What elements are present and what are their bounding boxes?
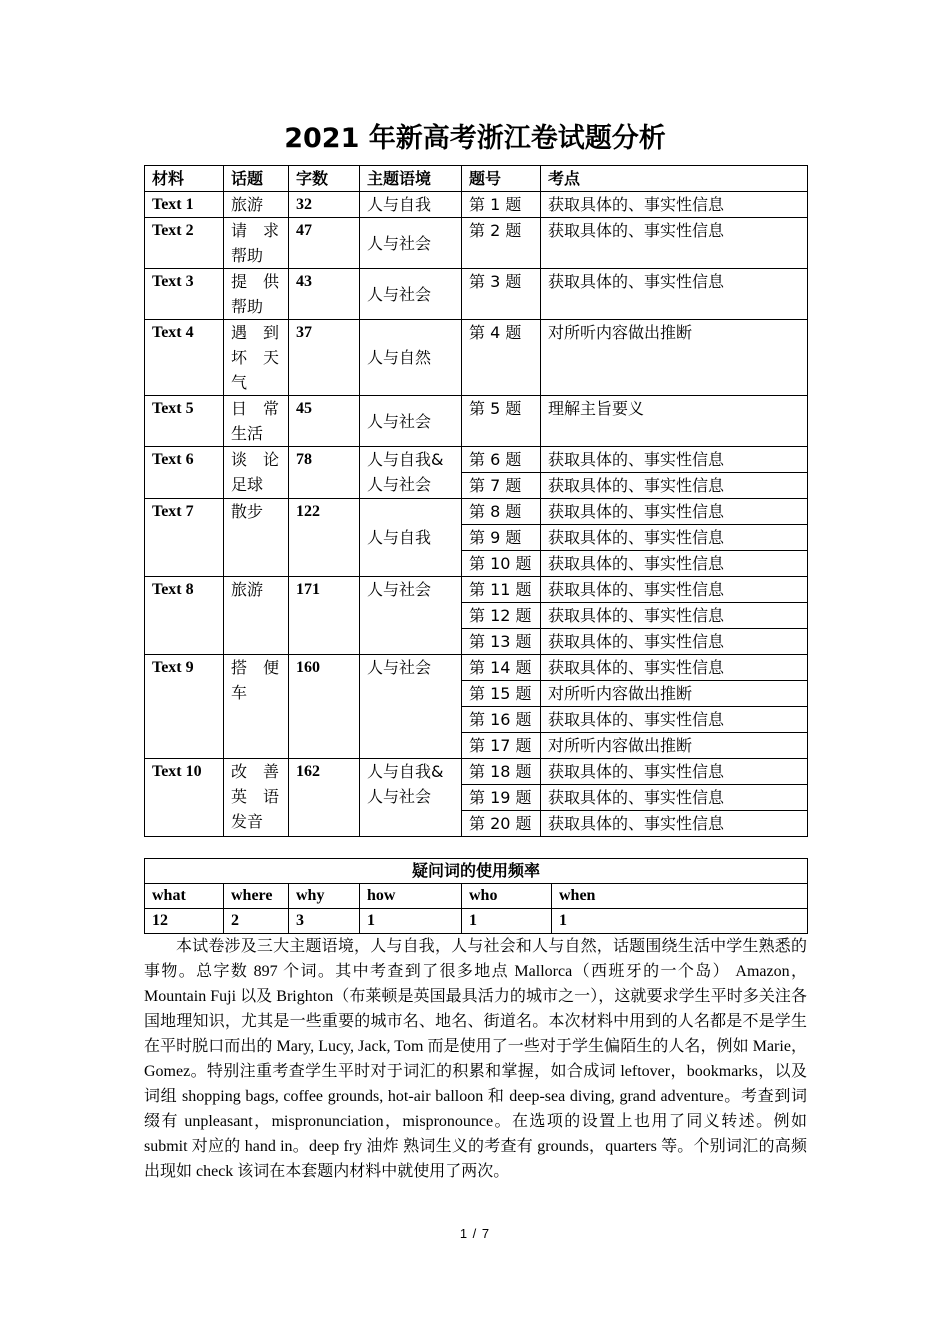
frequency-title: 疑问词的使用频率 [145,859,808,884]
material-cell: Text 1 [145,192,224,218]
question-number-cell: 第 12 题 [462,603,541,629]
test-point-cell: 对所听内容做出推断 [541,681,808,707]
question-word: why [289,884,360,909]
table-row [145,192,808,218]
table-row [145,320,808,396]
question-number-cell: 第 13 题 [462,629,541,655]
question-number-cell: 第 18 题 [462,759,541,785]
topic-line: 改 善 [231,762,280,781]
question-number-cell: 第 20 题 [462,811,541,837]
context-cell [360,396,462,447]
question-number-cell: 第 2 题 [462,218,541,269]
question-number-cell: 第 10 题 [462,551,541,577]
topic-line: 搭 便 [231,658,280,677]
page-number: 1 / 7 [459,1226,491,1241]
header-cell: 话题 [224,166,289,192]
context-line: 人与社会 [367,787,432,806]
header-cell: 字数 [289,166,360,192]
material-cell: Text 3 [145,269,224,320]
question-number-cell: 第 8 题 [462,499,541,525]
question-number-cell: 第 19 题 [462,785,541,811]
word-count-cell: 32 [289,192,360,218]
topic-cell [224,269,289,320]
context-cell [360,655,462,759]
test-point-cell: 理解主旨要义 [541,396,808,447]
header-cell: 题号 [462,166,541,192]
word-count-cell: 47 [289,218,360,269]
test-point-cell: 获取具体的、事实性信息 [541,192,808,218]
topic-line: 日 常 [231,399,280,418]
table-row [145,759,808,785]
question-number-cell: 第 7 题 [462,473,541,499]
material-cell: Text 8 [145,577,224,655]
question-word: who [462,884,552,909]
question-number-cell: 第 5 题 [462,396,541,447]
topic-cell [224,655,289,759]
question-number-cell: 第 17 题 [462,733,541,759]
header-cell: 考点 [541,166,808,192]
topic-cell [224,499,289,577]
table-row [145,655,808,681]
word-count-cell: 160 [289,655,360,759]
material-cell: Text 7 [145,499,224,577]
question-word-count: 1 [462,909,552,934]
question-word: what [145,884,224,909]
frequency-table [144,858,808,934]
word-count-cell: 122 [289,499,360,577]
header-row [145,166,808,192]
material-cell: Text 2 [145,218,224,269]
topic-line: 生活 [231,424,264,443]
word-count-cell: 171 [289,577,360,655]
material-cell: Text 10 [145,759,224,837]
frequency-words-row [145,884,808,909]
frequency-counts-row [145,909,808,934]
analysis-paragraph: 本试卷涉及三大主题语境，人与自我，人与社会和人与自然，话题围绕生活中学生熟悉的事物。总字数 897 个词。其中考查到了很多地点 Mallorca（西班牙的一个岛） Amazon，Mountain Fuji 以及 Brighton（布莱顿是英国最具活力的城市之一），这就要求学生平时多关注各国地理知识，尤其是一些重要的城市名、地名、街道名。本次材料中用到的人名都是不是学生在平时脱口而出的 Mary, Lucy, Jack, Tom 而是使用了一些对于学生偏陌生的人名，例如 Marie， Gomez。特别注重考查学生平时对于词汇的积累和掌握，如合成词 leftover，bookmarks，以及词组 shopping bags, coffee grounds, hot-air balloon 和 deep-sea diving, grand adventure。考查到词缀有 unpleasant，mispronunciation，mispronounce。在选项的设置上也用了同义转述。例如 submit 对应的 hand in。deep fry 油炸 熟词生义的考查有 grounds，quarters 等。个别词汇的高频出现如 check 该词在本套题内材料中就使用了两次。 [144,938,807,1180]
context-cell [360,320,462,396]
test-point-cell: 获取具体的、事实性信息 [541,269,808,320]
topic-line: 发音 [231,812,264,831]
question-number-cell: 第 15 题 [462,681,541,707]
context-cell [360,269,462,320]
context-cell [360,192,462,218]
context-line: 人与自然 [367,348,432,367]
context-line: 人与社会 [367,580,432,599]
topic-cell [224,447,289,499]
topic-line: 足球 [231,475,264,494]
question-word-count: 2 [224,909,289,934]
question-word-count: 1 [360,909,462,934]
header-cell: 材料 [145,166,224,192]
topic-cell [224,396,289,447]
context-line: 人与自我 [367,195,432,214]
context-line: 人与自我& [367,450,444,469]
topic-line: 气 [231,373,248,392]
header-cell: 主题语境 [360,166,462,192]
word-count-cell: 37 [289,320,360,396]
topic-line: 车 [231,683,248,702]
test-point-cell: 获取具体的、事实性信息 [541,759,808,785]
table-row [145,218,808,269]
topic-line: 旅游 [231,580,264,599]
test-point-cell: 获取具体的、事实性信息 [541,577,808,603]
context-line: 人与社会 [367,475,432,494]
test-point-cell: 获取具体的、事实性信息 [541,218,808,269]
question-word-count: 3 [289,909,360,934]
test-point-cell: 对所听内容做出推断 [541,733,808,759]
context-line: 人与社会 [367,233,432,253]
question-word: when [552,884,808,909]
analysis-table-body [145,166,808,837]
test-point-cell: 获取具体的、事实性信息 [541,655,808,681]
table-row [145,499,808,525]
table-row [145,447,808,473]
test-point-cell: 对所听内容做出推断 [541,320,808,396]
table-row [145,577,808,603]
topic-line: 坏 天 [231,348,280,367]
question-number-cell: 第 4 题 [462,320,541,396]
question-number-cell: 第 16 题 [462,707,541,733]
frequency-title-row [145,859,808,884]
topic-cell [224,192,289,218]
context-cell [360,759,462,837]
page-title: 2021 年新高考浙江卷试题分析 [284,123,666,154]
test-point-cell: 获取具体的、事实性信息 [541,499,808,525]
question-word: how [360,884,462,909]
topic-cell [224,218,289,269]
material-cell: Text 4 [145,320,224,396]
context-line: 人与社会 [367,284,432,304]
context-line: 人与社会 [367,411,432,431]
topic-cell [224,320,289,396]
topic-line: 帮助 [231,246,264,265]
question-number-cell: 第 14 题 [462,655,541,681]
test-point-cell: 获取具体的、事实性信息 [541,811,808,837]
question-number-cell: 第 9 题 [462,525,541,551]
word-count-cell: 43 [289,269,360,320]
word-count-cell: 162 [289,759,360,837]
context-cell [360,499,462,577]
topic-line: 散步 [231,502,264,521]
topic-line: 帮助 [231,297,264,316]
context-cell [360,218,462,269]
test-point-cell: 获取具体的、事实性信息 [541,473,808,499]
word-count-cell: 45 [289,396,360,447]
test-point-cell: 获取具体的、事实性信息 [541,447,808,473]
topic-line: 提 供 [231,272,280,291]
test-point-cell: 获取具体的、事实性信息 [541,629,808,655]
topic-cell [224,759,289,837]
question-number-cell: 第 11 题 [462,577,541,603]
table-row [145,396,808,447]
question-word-count: 12 [145,909,224,934]
topic-line: 谈 论 [231,450,280,469]
context-line: 人与自我 [367,528,432,547]
topic-line: 遇 到 [231,323,280,342]
test-point-cell: 获取具体的、事实性信息 [541,551,808,577]
topic-cell [224,577,289,655]
material-cell: Text 5 [145,396,224,447]
context-line: 人与社会 [367,658,432,677]
question-number-cell: 第 6 题 [462,447,541,473]
test-point-cell: 获取具体的、事实性信息 [541,525,808,551]
analysis-table [144,165,808,837]
word-count-cell: 78 [289,447,360,499]
context-cell [360,577,462,655]
topic-line: 请 求 [231,221,280,240]
test-point-cell: 获取具体的、事实性信息 [541,707,808,733]
context-cell [360,447,462,499]
question-number-cell: 第 3 题 [462,269,541,320]
context-line: 人与自我& [367,762,444,781]
table-row [145,269,808,320]
test-point-cell: 获取具体的、事实性信息 [541,603,808,629]
question-word: where [224,884,289,909]
topic-line: 英 语 [231,787,280,806]
test-point-cell: 获取具体的、事实性信息 [541,785,808,811]
material-cell: Text 6 [145,447,224,499]
question-word-count: 1 [552,909,808,934]
topic-line: 旅游 [231,195,264,214]
question-number-cell: 第 1 题 [462,192,541,218]
material-cell: Text 9 [145,655,224,759]
